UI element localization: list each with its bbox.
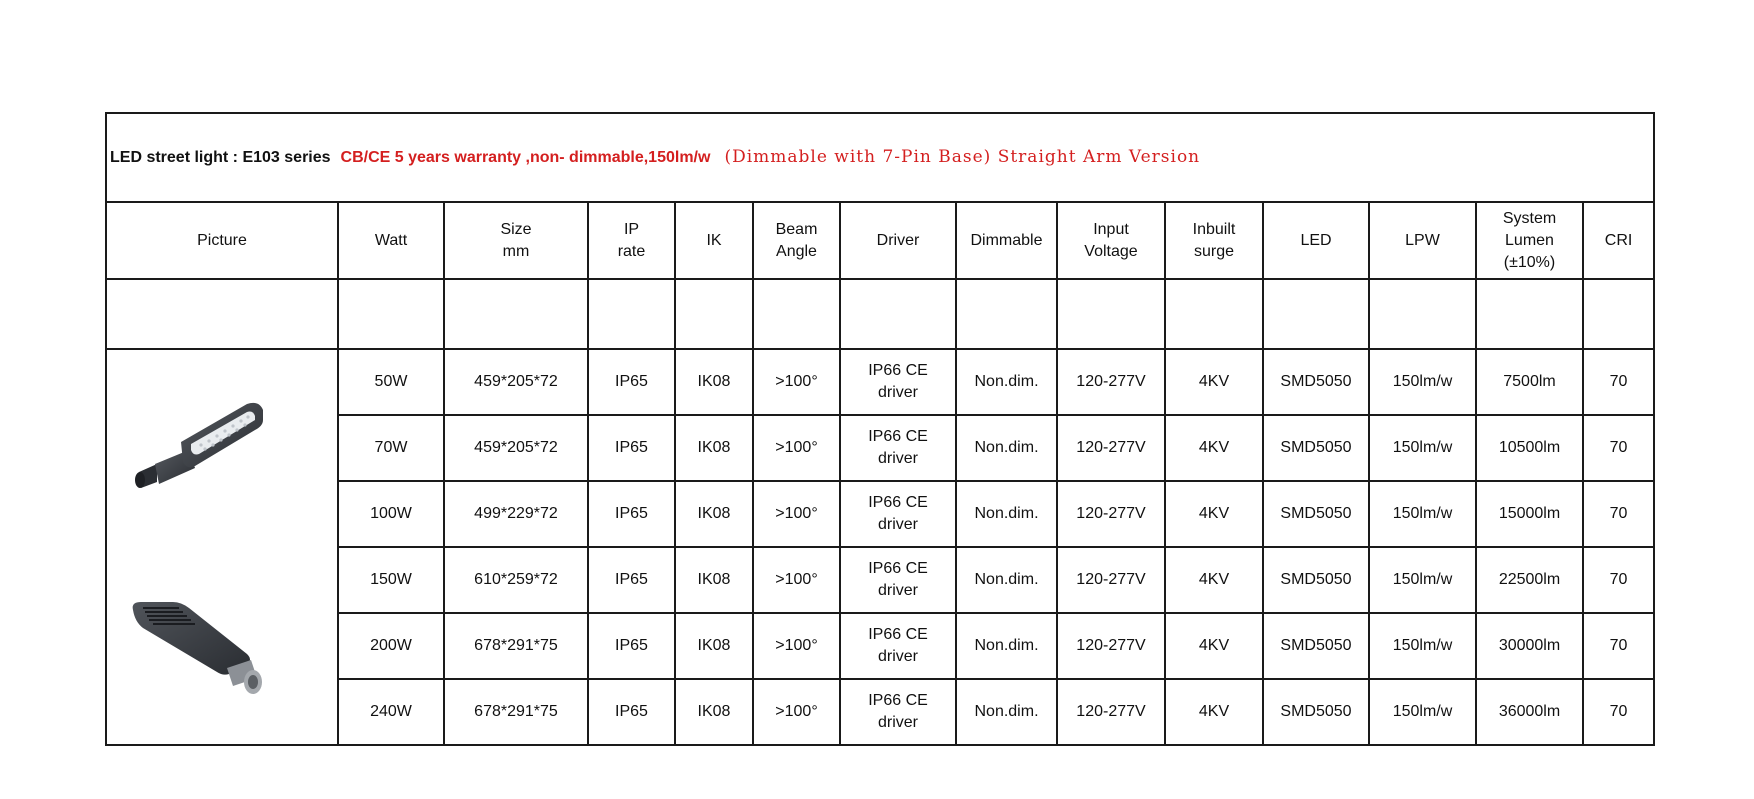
cell-led: SMD5050 [1263, 679, 1369, 745]
header-input-voltage-line: Input [1093, 220, 1129, 238]
header-input-voltage [1057, 202, 1165, 279]
cell-driver-line: IP66 CE [868, 428, 928, 445]
cell-ip: IP65 [588, 547, 675, 613]
cell-lpw: 150lm/w [1369, 415, 1476, 481]
cell-beam: >100° [753, 547, 840, 613]
cell-cri: 70 [1583, 547, 1654, 613]
street-light-back-icon [129, 596, 269, 706]
cell-driver-line: IP66 CE [868, 626, 928, 643]
cell-voltage: 120-277V [1057, 415, 1165, 481]
header-lpw [1369, 202, 1476, 279]
empty-cell [1057, 279, 1165, 349]
cell-size: 678*291*75 [444, 613, 588, 679]
cell-watt: 240W [338, 679, 444, 745]
header-led [1263, 202, 1369, 279]
table-row [106, 415, 1654, 481]
cell-cri: 70 [1583, 613, 1654, 679]
empty-cell [444, 279, 588, 349]
empty-cell [1583, 279, 1654, 349]
cell-watt: 100W [338, 481, 444, 547]
spec-sheet [105, 112, 1653, 746]
cell-led: SMD5050 [1263, 481, 1369, 547]
header-size [444, 202, 588, 279]
title-main: LED street light : E103 series [110, 149, 331, 166]
cell-driver-line: IP66 CE [868, 494, 928, 511]
cell-dimmable: Non.dim. [956, 349, 1057, 415]
table-row [106, 481, 1654, 547]
cell-beam: >100° [753, 415, 840, 481]
cell-lumen: 10500lm [1476, 415, 1583, 481]
cell-watt: 150W [338, 547, 444, 613]
header-led-line: LED [1300, 231, 1332, 249]
cell-led: SMD5050 [1263, 415, 1369, 481]
cell-beam: >100° [753, 481, 840, 547]
empty-cell [338, 279, 444, 349]
cell-size: 459*205*72 [444, 415, 588, 481]
header-beam-angle-line: Angle [776, 242, 817, 260]
cell-size: 610*259*72 [444, 547, 588, 613]
cell-cri: 70 [1583, 679, 1654, 745]
cell-driver-line: driver [877, 714, 918, 731]
cell-ik: IK08 [675, 547, 753, 613]
cell-ip: IP65 [588, 613, 675, 679]
empty-row [106, 279, 1654, 349]
cell-size: 678*291*75 [444, 679, 588, 745]
header-row [106, 202, 1654, 279]
cell-ik: IK08 [675, 613, 753, 679]
cell-ik: IK08 [675, 679, 753, 745]
cell-ip: IP65 [588, 349, 675, 415]
cell-driver-line: IP66 CE [868, 692, 928, 709]
table-row [106, 349, 1654, 415]
empty-cell [753, 279, 840, 349]
empty-cell [1165, 279, 1263, 349]
empty-cell [840, 279, 956, 349]
cell-beam: >100° [753, 613, 840, 679]
header-picture-line: Picture [197, 231, 247, 249]
header-inbuilt-surge-line: Inbuilt [1192, 220, 1236, 238]
cell-driver-line: driver [877, 384, 918, 401]
header-watt-line: Watt [374, 231, 408, 249]
cell-cri: 70 [1583, 481, 1654, 547]
cell-size: 499*229*72 [444, 481, 588, 547]
empty-cell [1263, 279, 1369, 349]
header-ip-rate [588, 202, 675, 279]
header-size-line: mm [502, 242, 530, 260]
empty-cell [1476, 279, 1583, 349]
street-light-icon [129, 390, 269, 500]
table-row [106, 613, 1654, 679]
header-cri [1583, 202, 1654, 279]
cell-surge: 4KV [1165, 547, 1263, 613]
cell-surge: 4KV [1165, 415, 1263, 481]
title-version: (Dimmable with 7-Pin Base) Straight Arm Version [724, 147, 1201, 167]
spec-table [105, 112, 1655, 746]
header-ip-rate-line: rate [617, 242, 646, 260]
empty-cell [675, 279, 753, 349]
header-system-lumen-line: (±10%) [1503, 253, 1556, 271]
cell-beam: >100° [753, 679, 840, 745]
empty-cell [956, 279, 1057, 349]
cell-cri: 70 [1583, 415, 1654, 481]
cell-ip: IP65 [588, 679, 675, 745]
cell-lumen: 22500lm [1476, 547, 1583, 613]
empty-cell [106, 279, 338, 349]
cell-ip: IP65 [588, 415, 675, 481]
cell-size: 459*205*72 [444, 349, 588, 415]
header-input-voltage-line: Voltage [1084, 242, 1138, 260]
cell-driver-line: IP66 CE [868, 560, 928, 577]
header-ik-line: IK [706, 231, 722, 249]
cell-lumen: 30000lm [1476, 613, 1583, 679]
cell-cri: 70 [1583, 349, 1654, 415]
header-inbuilt-surge-line: surge [1193, 242, 1235, 260]
cell-driver [840, 481, 956, 547]
title-warranty: CB/CE 5 years warranty ,non- dimmable,150lm/w [340, 149, 711, 166]
cell-lpw: 150lm/w [1369, 349, 1476, 415]
picture-cell [106, 349, 338, 745]
cell-driver-line: driver [877, 648, 918, 665]
cell-voltage: 120-277V [1057, 679, 1165, 745]
header-dimmable [956, 202, 1057, 279]
cell-dimmable: Non.dim. [956, 481, 1057, 547]
header-inbuilt-surge [1165, 202, 1263, 279]
header-picture [106, 202, 338, 279]
header-system-lumen-line: Lumen [1505, 231, 1554, 249]
cell-watt: 200W [338, 613, 444, 679]
title-cell [106, 113, 1654, 202]
cell-surge: 4KV [1165, 481, 1263, 547]
cell-lumen: 7500lm [1476, 349, 1583, 415]
cell-driver-line: IP66 CE [868, 362, 928, 379]
cell-led: SMD5050 [1263, 613, 1369, 679]
cell-watt: 70W [338, 415, 444, 481]
header-lpw-line: LPW [1405, 231, 1440, 249]
cell-lumen: 15000lm [1476, 481, 1583, 547]
cell-ik: IK08 [675, 349, 753, 415]
lamp-images [107, 350, 337, 744]
cell-driver [840, 613, 956, 679]
cell-ik: IK08 [675, 481, 753, 547]
cell-voltage: 120-277V [1057, 481, 1165, 547]
header-beam-angle-line: Beam [775, 220, 818, 238]
cell-surge: 4KV [1165, 349, 1263, 415]
cell-watt: 50W [338, 349, 444, 415]
cell-led: SMD5050 [1263, 547, 1369, 613]
cell-surge: 4KV [1165, 679, 1263, 745]
title-row [106, 113, 1654, 202]
empty-cell [1369, 279, 1476, 349]
header-dimmable-line: Dimmable [970, 231, 1043, 249]
cell-voltage: 120-277V [1057, 349, 1165, 415]
header-size-line: Size [500, 220, 532, 238]
header-ik [675, 202, 753, 279]
cell-surge: 4KV [1165, 613, 1263, 679]
cell-dimmable: Non.dim. [956, 415, 1057, 481]
cell-led: SMD5050 [1263, 349, 1369, 415]
table-row [106, 547, 1654, 613]
cell-beam: >100° [753, 349, 840, 415]
cell-lpw: 150lm/w [1369, 547, 1476, 613]
header-driver-line: Driver [876, 231, 920, 249]
header-cri-line: CRI [1604, 231, 1633, 249]
cell-dimmable: Non.dim. [956, 547, 1057, 613]
cell-dimmable: Non.dim. [956, 679, 1057, 745]
cell-dimmable: Non.dim. [956, 613, 1057, 679]
cell-driver-line: driver [877, 516, 918, 533]
header-beam-angle [753, 202, 840, 279]
cell-driver [840, 679, 956, 745]
header-watt [338, 202, 444, 279]
cell-lumen: 36000lm [1476, 679, 1583, 745]
header-system-lumen-line: System [1502, 209, 1557, 227]
cell-lpw: 150lm/w [1369, 679, 1476, 745]
cell-ik: IK08 [675, 415, 753, 481]
table-row [106, 679, 1654, 745]
cell-ip: IP65 [588, 481, 675, 547]
cell-driver [840, 547, 956, 613]
header-ip-rate-line: IP [623, 220, 640, 238]
cell-voltage: 120-277V [1057, 547, 1165, 613]
cell-driver-line: driver [877, 450, 918, 467]
cell-lpw: 150lm/w [1369, 481, 1476, 547]
cell-lpw: 150lm/w [1369, 613, 1476, 679]
cell-driver [840, 415, 956, 481]
empty-cell [588, 279, 675, 349]
cell-driver [840, 349, 956, 415]
header-system-lumen [1476, 202, 1583, 279]
cell-voltage: 120-277V [1057, 613, 1165, 679]
cell-driver-line: driver [877, 582, 918, 599]
header-driver [840, 202, 956, 279]
